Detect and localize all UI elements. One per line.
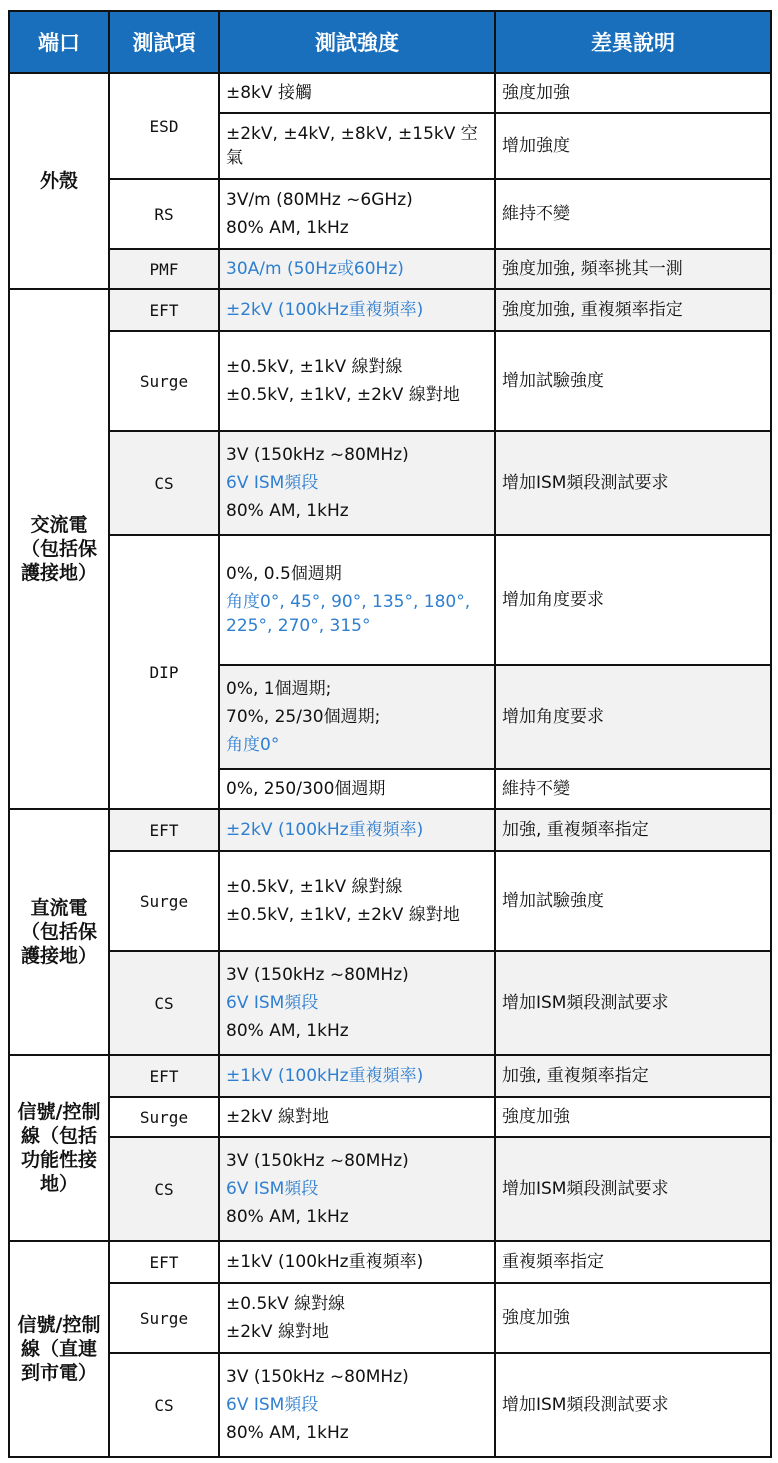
table-row: [9, 851, 771, 951]
test-item-cell: RS: [109, 179, 219, 249]
header-test-item: 測試項: [109, 11, 219, 73]
test-level-cell: [219, 289, 495, 331]
note-cell: 增加ISM頻段測試要求: [495, 951, 771, 1055]
note-cell: 重複頻率指定: [495, 1241, 771, 1283]
level-line: ±2kV 線對地: [226, 1322, 329, 1342]
level-line: 3V (150kHz ~80MHz): [226, 1151, 409, 1171]
test-level-cell: [219, 851, 495, 951]
port-cell: 直流電（包括保護接地）: [9, 809, 109, 1055]
header-port: 端口: [9, 11, 109, 73]
level-line: 3V (150kHz ~80MHz): [226, 445, 409, 465]
table-row: [9, 1353, 771, 1457]
test-level-cell: [219, 179, 495, 249]
test-item-cell: CS: [109, 951, 219, 1055]
level-line: 80% AM, 1kHz: [226, 501, 349, 521]
test-level-cell: [219, 535, 495, 665]
test-level-cell: [219, 1283, 495, 1353]
level-line: 80% AM, 1kHz: [226, 1423, 349, 1443]
test-level-cell: [219, 73, 495, 113]
level-line: 70%, 25/30個週期;: [226, 707, 381, 727]
test-level-cell: [219, 249, 495, 289]
test-item-cell: EFT: [109, 1055, 219, 1097]
test-level-cell: [219, 665, 495, 769]
level-line: ±0.5kV 線對線: [226, 1294, 346, 1314]
level-line-highlighted: 角度0°, 45°, 90°, 135°, 180°, 225°, 270°, 315°: [226, 592, 471, 636]
table-row: [9, 289, 771, 331]
level-line: 3V (150kHz ~80MHz): [226, 965, 409, 985]
note-cell: 維持不變: [495, 179, 771, 249]
note-cell: 增加ISM頻段測試要求: [495, 431, 771, 535]
table-row: [9, 1137, 771, 1241]
table-row: [9, 249, 771, 289]
note-cell: 增加ISM頻段測試要求: [495, 1137, 771, 1241]
test-item-cell: Surge: [109, 1097, 219, 1137]
table-row: [9, 1241, 771, 1283]
test-level-cell: [219, 113, 495, 179]
level-line-highlighted: 角度0°: [226, 735, 280, 755]
note-cell: 增加試驗強度: [495, 851, 771, 951]
test-level-cell: [219, 951, 495, 1055]
note-cell: 維持不變: [495, 769, 771, 809]
note-cell: 強度加強: [495, 1097, 771, 1137]
level-line-highlighted: 30A/m (50Hz或60Hz): [226, 259, 404, 279]
note-cell: 增加角度要求: [495, 535, 771, 665]
test-item-cell: Surge: [109, 1283, 219, 1353]
test-item-cell: ESD: [109, 73, 219, 179]
note-cell: 強度加強, 頻率挑其一測: [495, 249, 771, 289]
table-row: [9, 809, 771, 851]
level-line: ±2kV, ±4kV, ±8kV, ±15kV 空氣: [226, 124, 478, 168]
test-item-cell: DIP: [109, 535, 219, 809]
test-item-cell: EFT: [109, 289, 219, 331]
table-row: [9, 431, 771, 535]
level-line-highlighted: 6V ISM頻段: [226, 1395, 319, 1415]
emc-comparison-table: [8, 10, 772, 1458]
test-level-cell: [219, 431, 495, 535]
level-line-highlighted: 6V ISM頻段: [226, 1179, 319, 1199]
table-row: [9, 1283, 771, 1353]
table-row: [9, 1055, 771, 1097]
note-cell: 強度加強, 重複頻率指定: [495, 289, 771, 331]
test-level-cell: [219, 1097, 495, 1137]
table-row: [9, 535, 771, 665]
port-cell: 信號/控制線（直連到市電）: [9, 1241, 109, 1457]
table-row: [9, 951, 771, 1055]
table-row: [9, 73, 771, 113]
level-line: 0%, 0.5個週期: [226, 564, 342, 584]
level-line-highlighted: ±2kV (100kHz重複頻率): [226, 820, 424, 840]
test-level-cell: [219, 1137, 495, 1241]
level-line: 0%, 250/300個週期: [226, 779, 386, 799]
level-line: ±2kV 線對地: [226, 1107, 329, 1127]
table-row: [9, 331, 771, 431]
test-item-cell: EFT: [109, 809, 219, 851]
test-level-cell: [219, 1353, 495, 1457]
test-level-cell: [219, 331, 495, 431]
level-line: ±0.5kV, ±1kV 線對線: [226, 357, 403, 377]
level-line: 80% AM, 1kHz: [226, 218, 349, 238]
note-cell: 增加ISM頻段測試要求: [495, 1353, 771, 1457]
test-item-cell: EFT: [109, 1241, 219, 1283]
level-line-highlighted: ±2kV (100kHz重複頻率): [226, 300, 424, 320]
level-line: ±0.5kV, ±1kV 線對線: [226, 877, 403, 897]
note-cell: 加強, 重複頻率指定: [495, 809, 771, 851]
test-item-cell: Surge: [109, 331, 219, 431]
test-level-cell: [219, 769, 495, 809]
note-cell: 增加強度: [495, 113, 771, 179]
level-line: ±1kV (100kHz重複頻率): [226, 1252, 424, 1272]
level-line: 80% AM, 1kHz: [226, 1207, 349, 1227]
note-cell: 增加角度要求: [495, 665, 771, 769]
note-cell: 強度加強: [495, 1283, 771, 1353]
level-line: ±8kV 接觸: [226, 83, 312, 103]
level-line: 3V/m (80MHz ~6GHz): [226, 190, 413, 210]
level-line: 80% AM, 1kHz: [226, 1021, 349, 1041]
level-line-highlighted: ±1kV (100kHz重複頻率): [226, 1066, 424, 1086]
header-test-level: 測試強度: [219, 11, 495, 73]
port-cell: 信號/控制線（包括功能性接地）: [9, 1055, 109, 1241]
table-row: [9, 1097, 771, 1137]
level-line-highlighted: 6V ISM頻段: [226, 993, 319, 1013]
table-row: [9, 179, 771, 249]
test-item-cell: CS: [109, 1353, 219, 1457]
header-difference-note: 差異說明: [495, 11, 771, 73]
test-level-cell: [219, 809, 495, 851]
test-level-cell: [219, 1055, 495, 1097]
test-item-cell: CS: [109, 1137, 219, 1241]
port-cell: 外殼: [9, 73, 109, 289]
note-cell: 增加試驗強度: [495, 331, 771, 431]
note-cell: 加強, 重複頻率指定: [495, 1055, 771, 1097]
test-item-cell: PMF: [109, 249, 219, 289]
port-cell: 交流電（包括保護接地）: [9, 289, 109, 809]
note-cell: 強度加強: [495, 73, 771, 113]
level-line: ±0.5kV, ±1kV, ±2kV 線對地: [226, 905, 460, 925]
level-line: ±0.5kV, ±1kV, ±2kV 線對地: [226, 385, 460, 405]
level-line: 0%, 1個週期;: [226, 679, 332, 699]
test-item-cell: CS: [109, 431, 219, 535]
test-level-cell: [219, 1241, 495, 1283]
test-item-cell: Surge: [109, 851, 219, 951]
level-line-highlighted: 6V ISM頻段: [226, 473, 319, 493]
level-line: 3V (150kHz ~80MHz): [226, 1367, 409, 1387]
header-row: [9, 11, 771, 73]
